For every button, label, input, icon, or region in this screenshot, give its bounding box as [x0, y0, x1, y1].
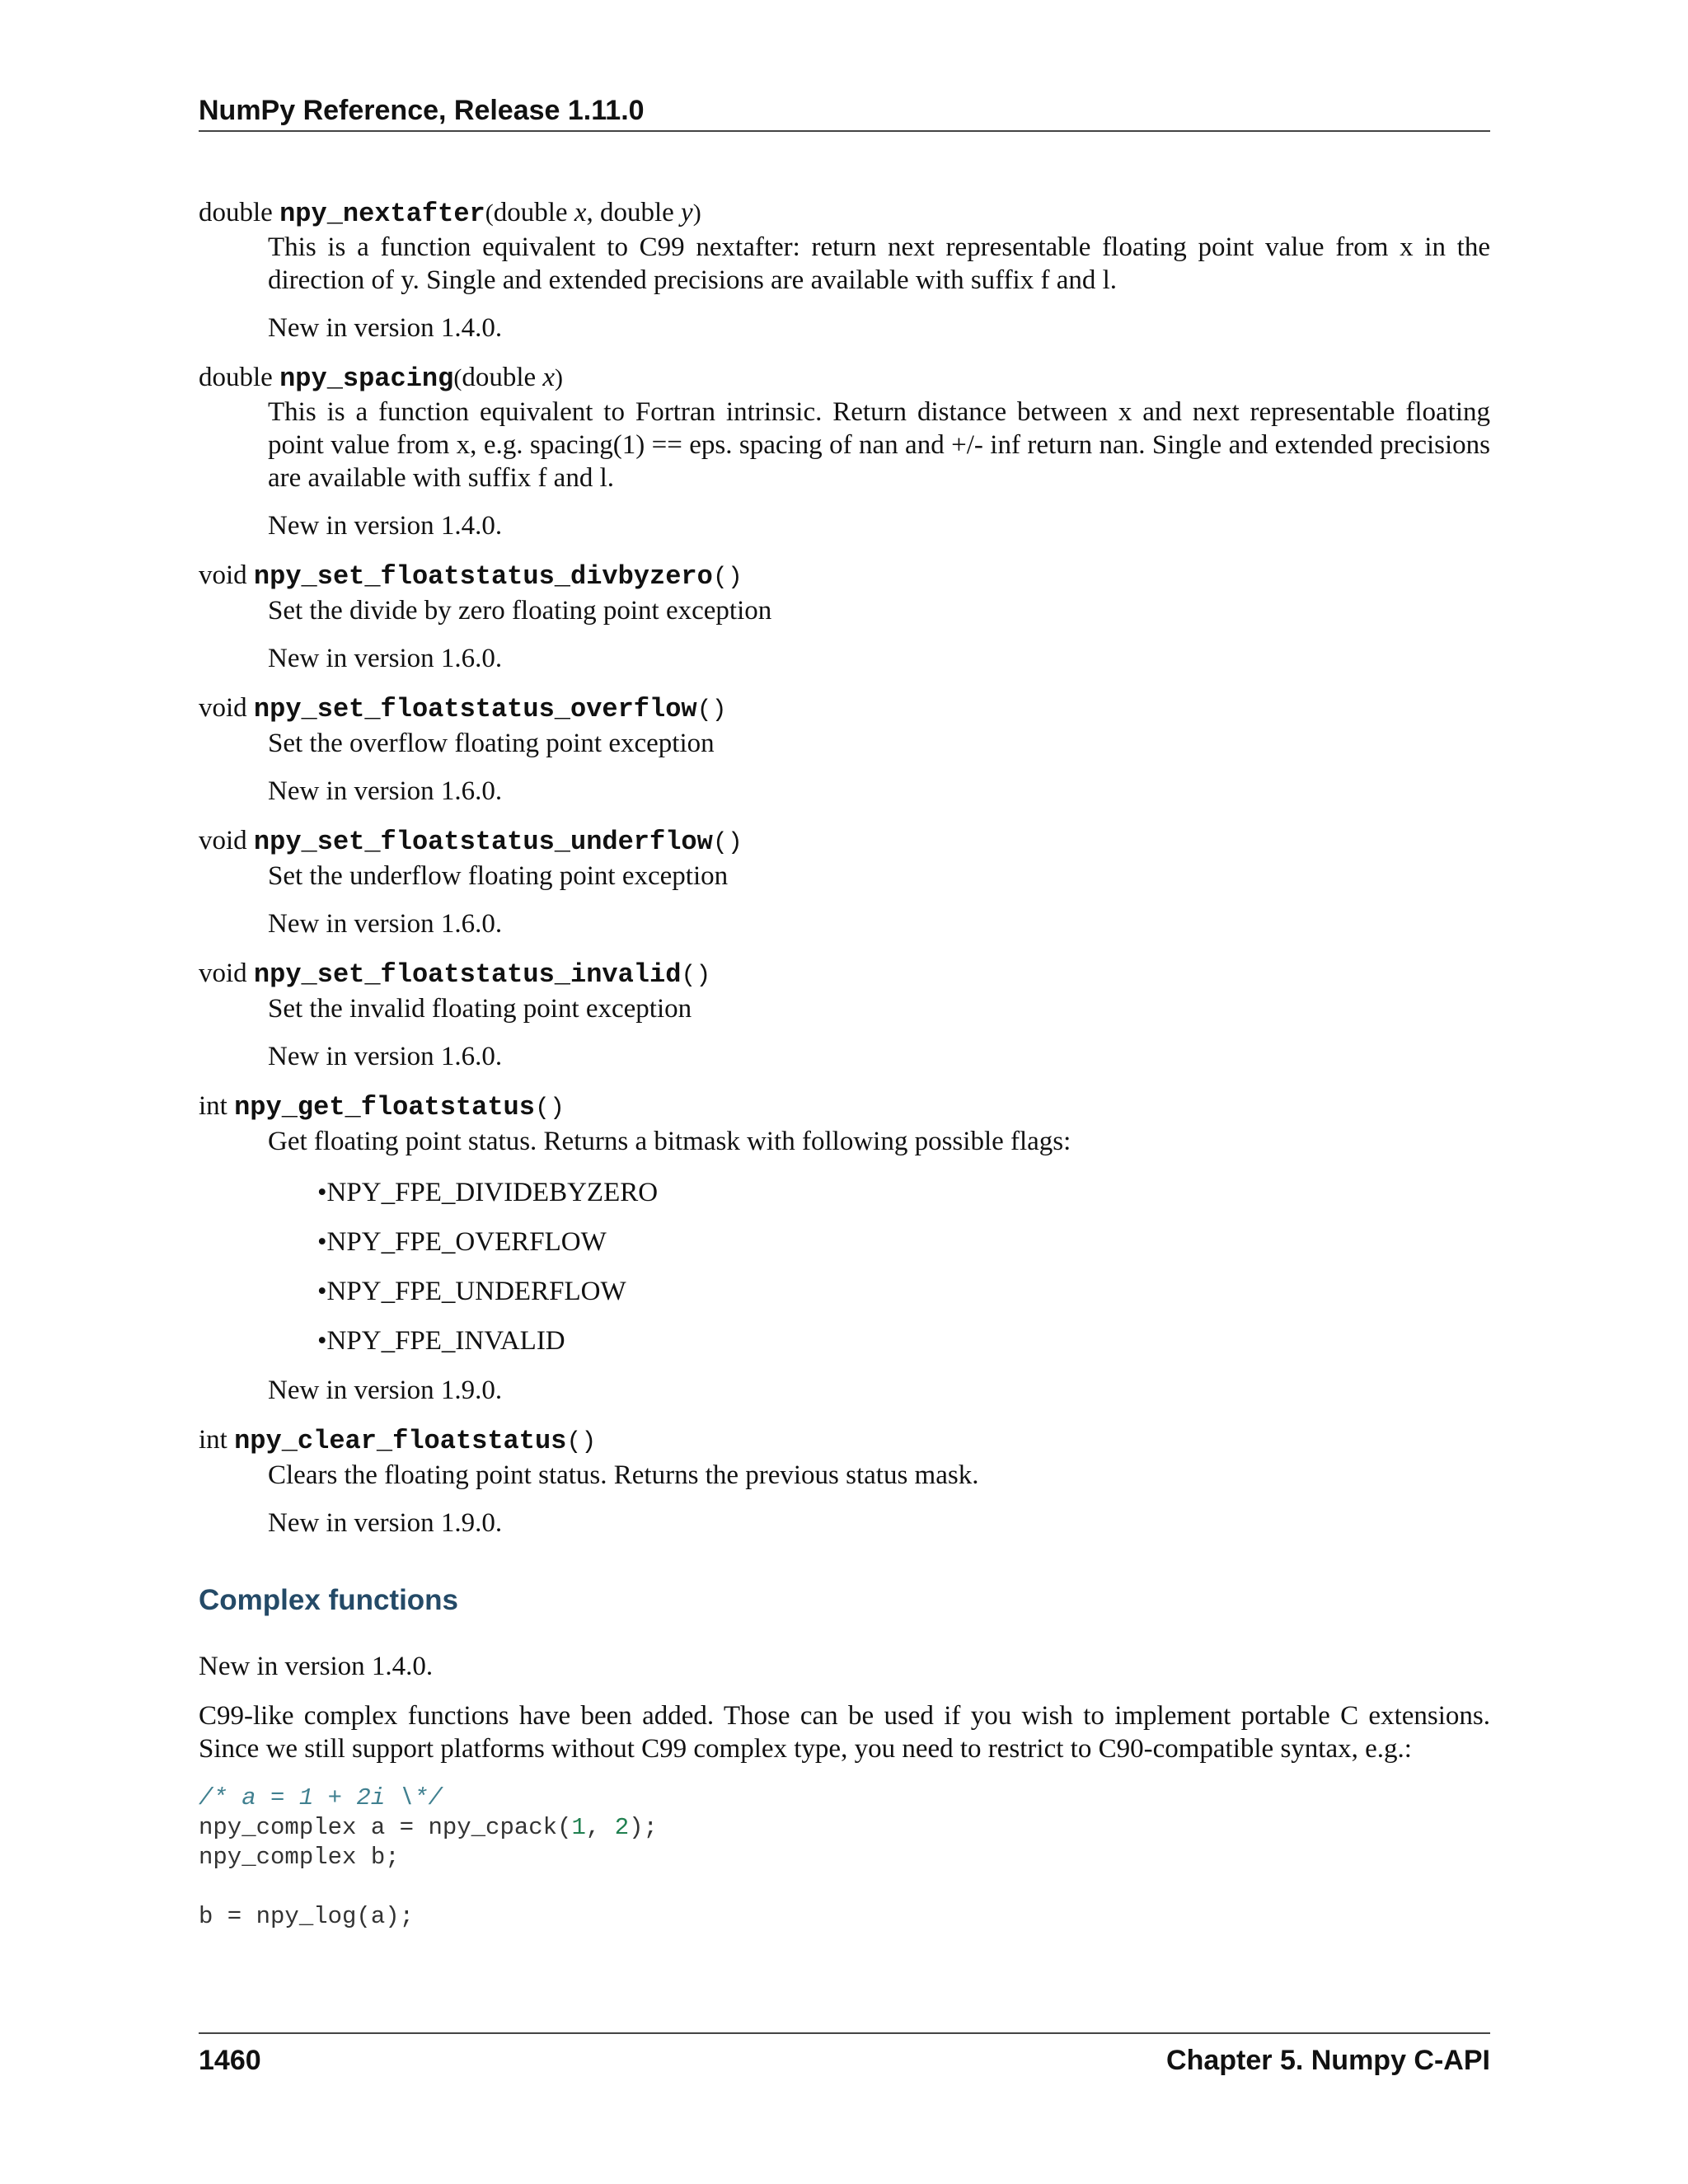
function-name: npy_set_floatstatus_invalid — [253, 959, 682, 990]
code-line: b = npy_log(a); — [199, 1903, 415, 1930]
list-item: •NPY_FPE_UNDERFLOW — [317, 1277, 626, 1306]
function-signature: void npy_set_floatstatus_underflow() — [199, 826, 743, 857]
function-entry — [199, 196, 1490, 344]
function-description: Get floating point status. Returns a bitmask with following possible flags: — [268, 1127, 1071, 1156]
page-number: 1460 — [199, 2045, 261, 2076]
running-header — [199, 94, 1490, 132]
return-type: void — [199, 826, 247, 855]
return-type: int — [199, 1091, 227, 1121]
param-name: x — [542, 363, 556, 392]
return-type: double — [199, 198, 273, 227]
version-note: New in version 1.6.0. — [268, 644, 503, 673]
return-type: int — [199, 1425, 227, 1455]
list-item: •NPY_FPE_DIVIDEBYZERO — [317, 1178, 659, 1207]
function-signature: double npy_nextafter(double x, double y) — [199, 198, 701, 229]
function-signature: int npy_clear_floatstatus() — [199, 1425, 597, 1456]
function-entry — [199, 957, 1490, 1073]
function-signature: void npy_set_floatstatus_divbyzero() — [199, 560, 743, 592]
list-item: •NPY_FPE_OVERFLOW — [317, 1227, 607, 1257]
param-type: double — [599, 198, 674, 227]
function-name: npy_get_floatstatus — [234, 1092, 535, 1122]
function-name: npy_set_floatstatus_overflow — [253, 694, 697, 724]
code-line: npy_complex b; — [199, 1844, 400, 1871]
function-name: npy_spacing — [279, 363, 454, 394]
function-entry — [199, 361, 1490, 542]
function-entry — [199, 559, 1490, 675]
version-note: New in version 1.6.0. — [268, 776, 503, 806]
version-note: New in version 1.4.0. — [268, 511, 503, 541]
function-name: npy_nextafter — [279, 199, 485, 229]
function-entry — [199, 1090, 1490, 1407]
function-name: npy_set_floatstatus_underflow — [253, 827, 713, 857]
section-heading: Complex functions — [199, 1584, 459, 1616]
function-description: Set the invalid floating point exception — [268, 994, 692, 1024]
param-type: double — [493, 198, 568, 227]
return-type: void — [199, 958, 247, 988]
function-signature: void npy_set_floatstatus_overflow() — [199, 693, 727, 724]
function-entry — [199, 1423, 1490, 1540]
param-type: double — [462, 363, 537, 392]
code-text: , — [585, 1814, 615, 1841]
return-type: void — [199, 560, 247, 590]
return-type: void — [199, 693, 247, 723]
function-description: Set the underflow floating point exception — [268, 861, 729, 891]
function-description: Clears the floating point status. Returns the previous status mask. — [268, 1460, 979, 1490]
version-note: New in version 1.6.0. — [268, 1042, 503, 1071]
function-description: This is a function equivalent to C99 nextafter: return next representable floating point value from x in the direction of y. Single and extended precisions are available with suffix f and l. — [268, 232, 1490, 295]
page-content — [199, 196, 1490, 1932]
chapter-title: Chapter 5. Numpy C-API — [1166, 2045, 1490, 2076]
code-text: ); — [629, 1814, 658, 1841]
function-entry — [199, 691, 1490, 808]
version-note: New in version 1.6.0. — [268, 909, 503, 939]
version-note: New in version 1.9.0. — [268, 1508, 503, 1538]
function-signature: void npy_set_floatstatus_invalid() — [199, 958, 711, 990]
function-entry — [199, 824, 1490, 940]
param-name: x — [574, 198, 587, 227]
flag-list — [317, 1176, 1490, 1357]
running-footer — [199, 2032, 1490, 2077]
code-block — [199, 1783, 1490, 1932]
function-name: npy_set_floatstatus_divbyzero — [253, 561, 713, 592]
version-note: New in version 1.9.0. — [268, 1376, 503, 1405]
code-text: npy_complex a = npy_cpack( — [199, 1814, 572, 1841]
function-signature: int npy_get_floatstatus() — [199, 1091, 565, 1122]
code-number: 1 — [571, 1814, 586, 1841]
function-description: Set the divide by zero floating point exception — [268, 596, 772, 626]
header-title: NumPy Reference, Release 1.11.0 — [199, 95, 645, 126]
code-number: 2 — [614, 1814, 630, 1841]
section-paragraph: C99-like complex functions have been added. Those can be used if you wish to implement portable C extensions. Since we still support platforms without C99 complex type, you need to restrict to C90-compatible syntax, e.g.: — [199, 1701, 1490, 1764]
function-name: npy_clear_floatstatus — [234, 1426, 567, 1456]
function-description: Set the overflow floating point exception — [268, 729, 715, 758]
function-signature: double npy_spacing(double x) — [199, 363, 564, 394]
version-note: New in version 1.4.0. — [268, 313, 503, 343]
return-type: double — [199, 363, 273, 392]
function-description: This is a function equivalent to Fortran intrinsic. Return distance between x and next representable floating point value from x, e.g. spacing(1) == eps. spacing of nan and +/- inf return nan. Single and extended precisions are available with suffix f and l. — [268, 397, 1490, 493]
version-note: New in version 1.4.0. — [199, 1652, 434, 1681]
code-comment: /* a = 1 + 2i \*/ — [199, 1784, 443, 1811]
param-name: y — [681, 198, 693, 227]
list-item: •NPY_FPE_INVALID — [317, 1326, 565, 1356]
